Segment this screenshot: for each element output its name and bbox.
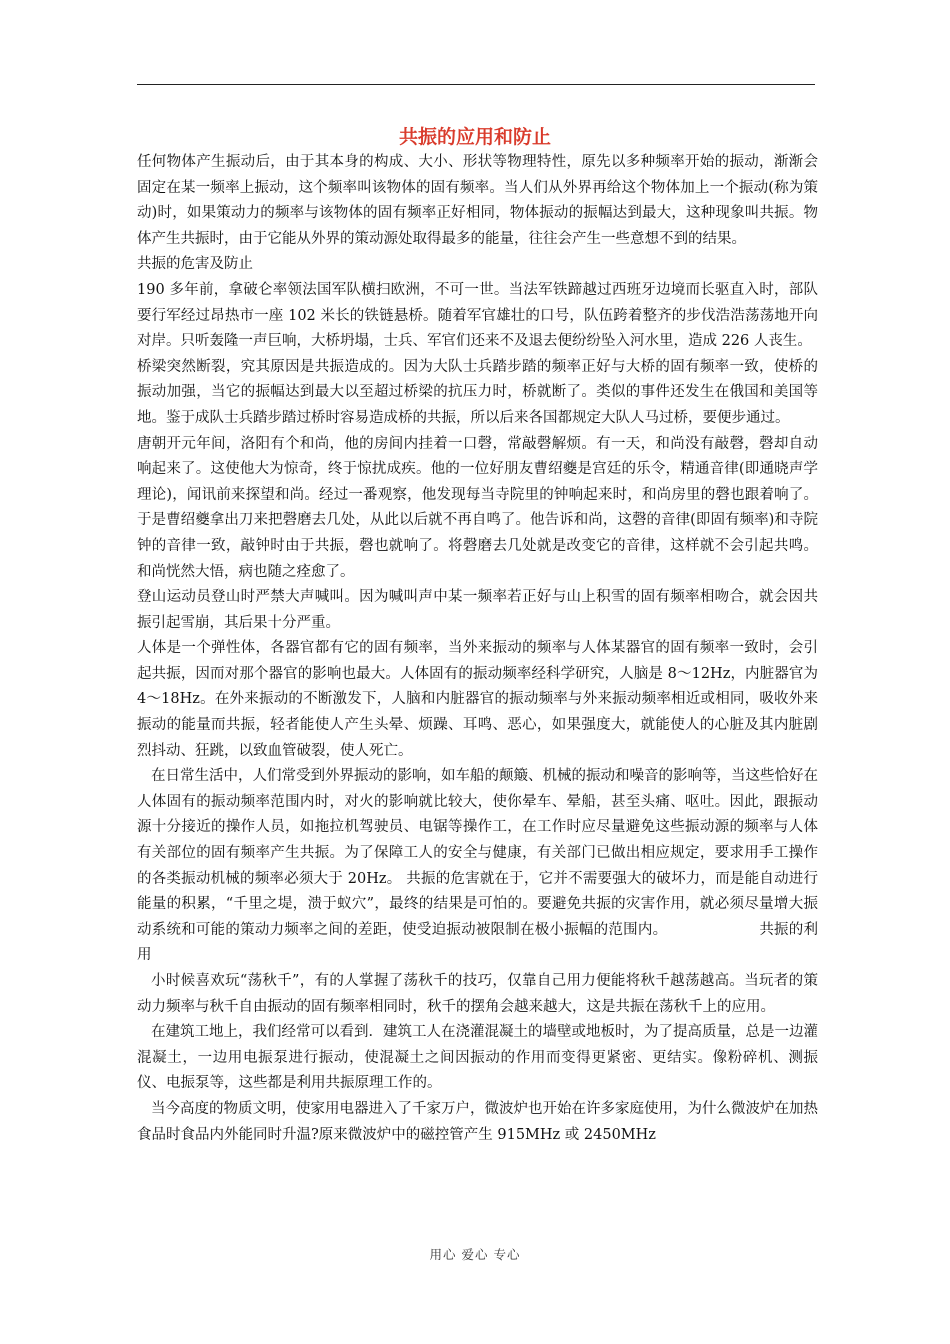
header-rule (137, 84, 815, 85)
paragraph-daily-life (137, 764, 818, 969)
page-title: 共振的应用和防止 (398, 126, 551, 148)
section-heading-uses: 共振的利用 (137, 921, 819, 964)
paragraph-construction: 在建筑工地上，我们经常可以看到．建筑工人在浇灌混凝土的墙壁或地板时，为了提高质量，总是一边灌混凝土，一边用电振泵进行振动，使混凝土之间因振动的作用而变得更紧密、更结实。像粉碎机、测振仪、电振泵等，这些都是利用共振原理工作的。 (137, 1024, 818, 1092)
paragraph-swing: 小时候喜欢玩“荡秋千”，有的人掌握了荡秋千的技巧，仅靠自己用力便能将秋千越荡越高。当玩者的策动力频率与秋千自由振动的固有频率相同时，秋千的摆角会越来越大，这是共振在荡秋千上的应用。 (137, 973, 818, 1015)
paragraph-napoleon: 190 多年前，拿破仑率领法国军队横扫欧洲，不可一世。当法军铁蹄越过西班牙边境而长驱直入时，部队要行军经过昂热市一座 102 米长的铁链悬桥。随着军官雄壮的口号，队伍跨着整齐的步伐浩浩荡荡地开向对岸。只听轰隆一声巨响，大桥坍塌，士兵、军官们还来不及退去便纷纷坠入河水里，造成 226 人丧生。 (137, 281, 818, 350)
daily-life-text: 在日常生活中，人们常受到外界振动的影响，如车船的颠簸、机械的振动和噪音的影响等，当这些恰好在人体固有的振动频率范围内时，对火的影响就比较大，使你晕车、晕船，甚至头痛、呕吐。因此，跟振动源十分接近的操作人员，如拖拉机驾驶员、电锯等操作工，在工作时应尽量避免这些振动源的频率与人体有关部位的固有频率产生共振。为了保障工人的安全与健康，有关部门已做出相应规定，要求用手工操作的各类振动机械的频率必须大于 20Hz。 共振的危害就在于，它并不需要强大的破坏力，而是能自动进行能量的积累，“千里之堤，溃于蚁穴”，最终的结果是可怕的。要避免共振的灾害作用，就必须尽量增大振动系统和可能的策动力频率之间的差距，使受迫振动被限制在极小振幅的范围内。 (137, 768, 818, 938)
paragraph-intro: 任何物体产生振动后，由于其本身的构成、大小、形状等物理特性，原先以多种频率开始的振动，渐渐会固定在某一频率上振动，这个频率叫该物体的固有频率。当人们从外界再给这个物体加上一个振动(称为策动)时，如果策动力的频率与该物体的固有频率正好相同，物体振动的振幅达到最大，这种现象叫共振。物体产生共振时，由于它能从外界的策动源处取得最多的能量，往往会产生一些意想不到的结果。 (137, 154, 818, 247)
paragraph-monk: 唐朝开元年间，洛阳有个和尚，他的房间内挂着一口磬，常敲磬解烦。有一天，和尚没有敲磬，磬却自动响起来了。这使他大为惊奇，终于惊扰成疾。他的一位好朋友曹绍夔是宫廷的乐令，精通音律(即通晓声学理论)，闻讯前来探望和尚。经过一番观察，他发现每当寺院里的钟响起来时，和尚房里的磬也跟着响了。于是曹绍夔拿出刀来把磬磨去几处，从此以后就不再自鸣了。他告诉和尚，这磬的音律(即固有频率)和寺院钟的音律一致，敲钟时由于共振，磬也就响了。将磬磨去几处就是改变它的音律，这样就不会引起共鸣。和尚恍然大悟，病也随之痊愈了。 (137, 435, 818, 580)
paragraph-climber: 登山运动员登山时严禁大声喊叫。因为喊叫声中某一频率若正好与山上积雪的固有频率相吻合，就会因共振引起雪崩，其后果十分严重。 (137, 589, 818, 631)
paragraph-human-body: 人体是一个弹性体，各器官都有它的固有频率，当外来振动的频率与人体某器官的固有频率一致时，会引起共振，因而对那个器官的影响也最大。人体固有的振动频率经科学研究，人脑是 8～12Hz，内脏器官为 4～18Hz。在外来振动的不断激发下，人脑和内脏器官的振动频率与外来振动频率相近或相同，吸收外来振动的能量而共振，轻者能使人产生头晕、烦躁、耳鸣、恶心，如果强度大，就能使人的心脏及其内脏剧烈抖动、狂跳，以致血管破裂，使人死亡。 (137, 640, 818, 759)
page-footer: 用心 爱心 专心 (429, 1247, 521, 1262)
article-body (137, 150, 818, 1148)
paragraph-bridge: 桥梁突然断裂，究其原因是共振造成的。因为大队士兵踏步踏的频率正好与大桥的固有频率一致，使桥的振动加强，当它的振幅达到最大以至超过桥梁的抗压力时，桥就断了。类似的事件还发生在俄国和美国等地。鉴于成队士兵踏步踏过桥时容易造成桥的共振，所以后来各国都规定大队人马过桥，要便步通过。 (137, 358, 818, 426)
section-heading-hazards: 共振的危害及防止 (137, 256, 253, 273)
paragraph-microwave: 当今高度的物质文明，使家用电器进入了千家万户，微波炉也开始在许多家庭使用，为什么微波炉在加热食品时食品内外能同时升温?原来微波炉中的磁控管产生 915MHz 或 2450MHz (137, 1100, 818, 1143)
